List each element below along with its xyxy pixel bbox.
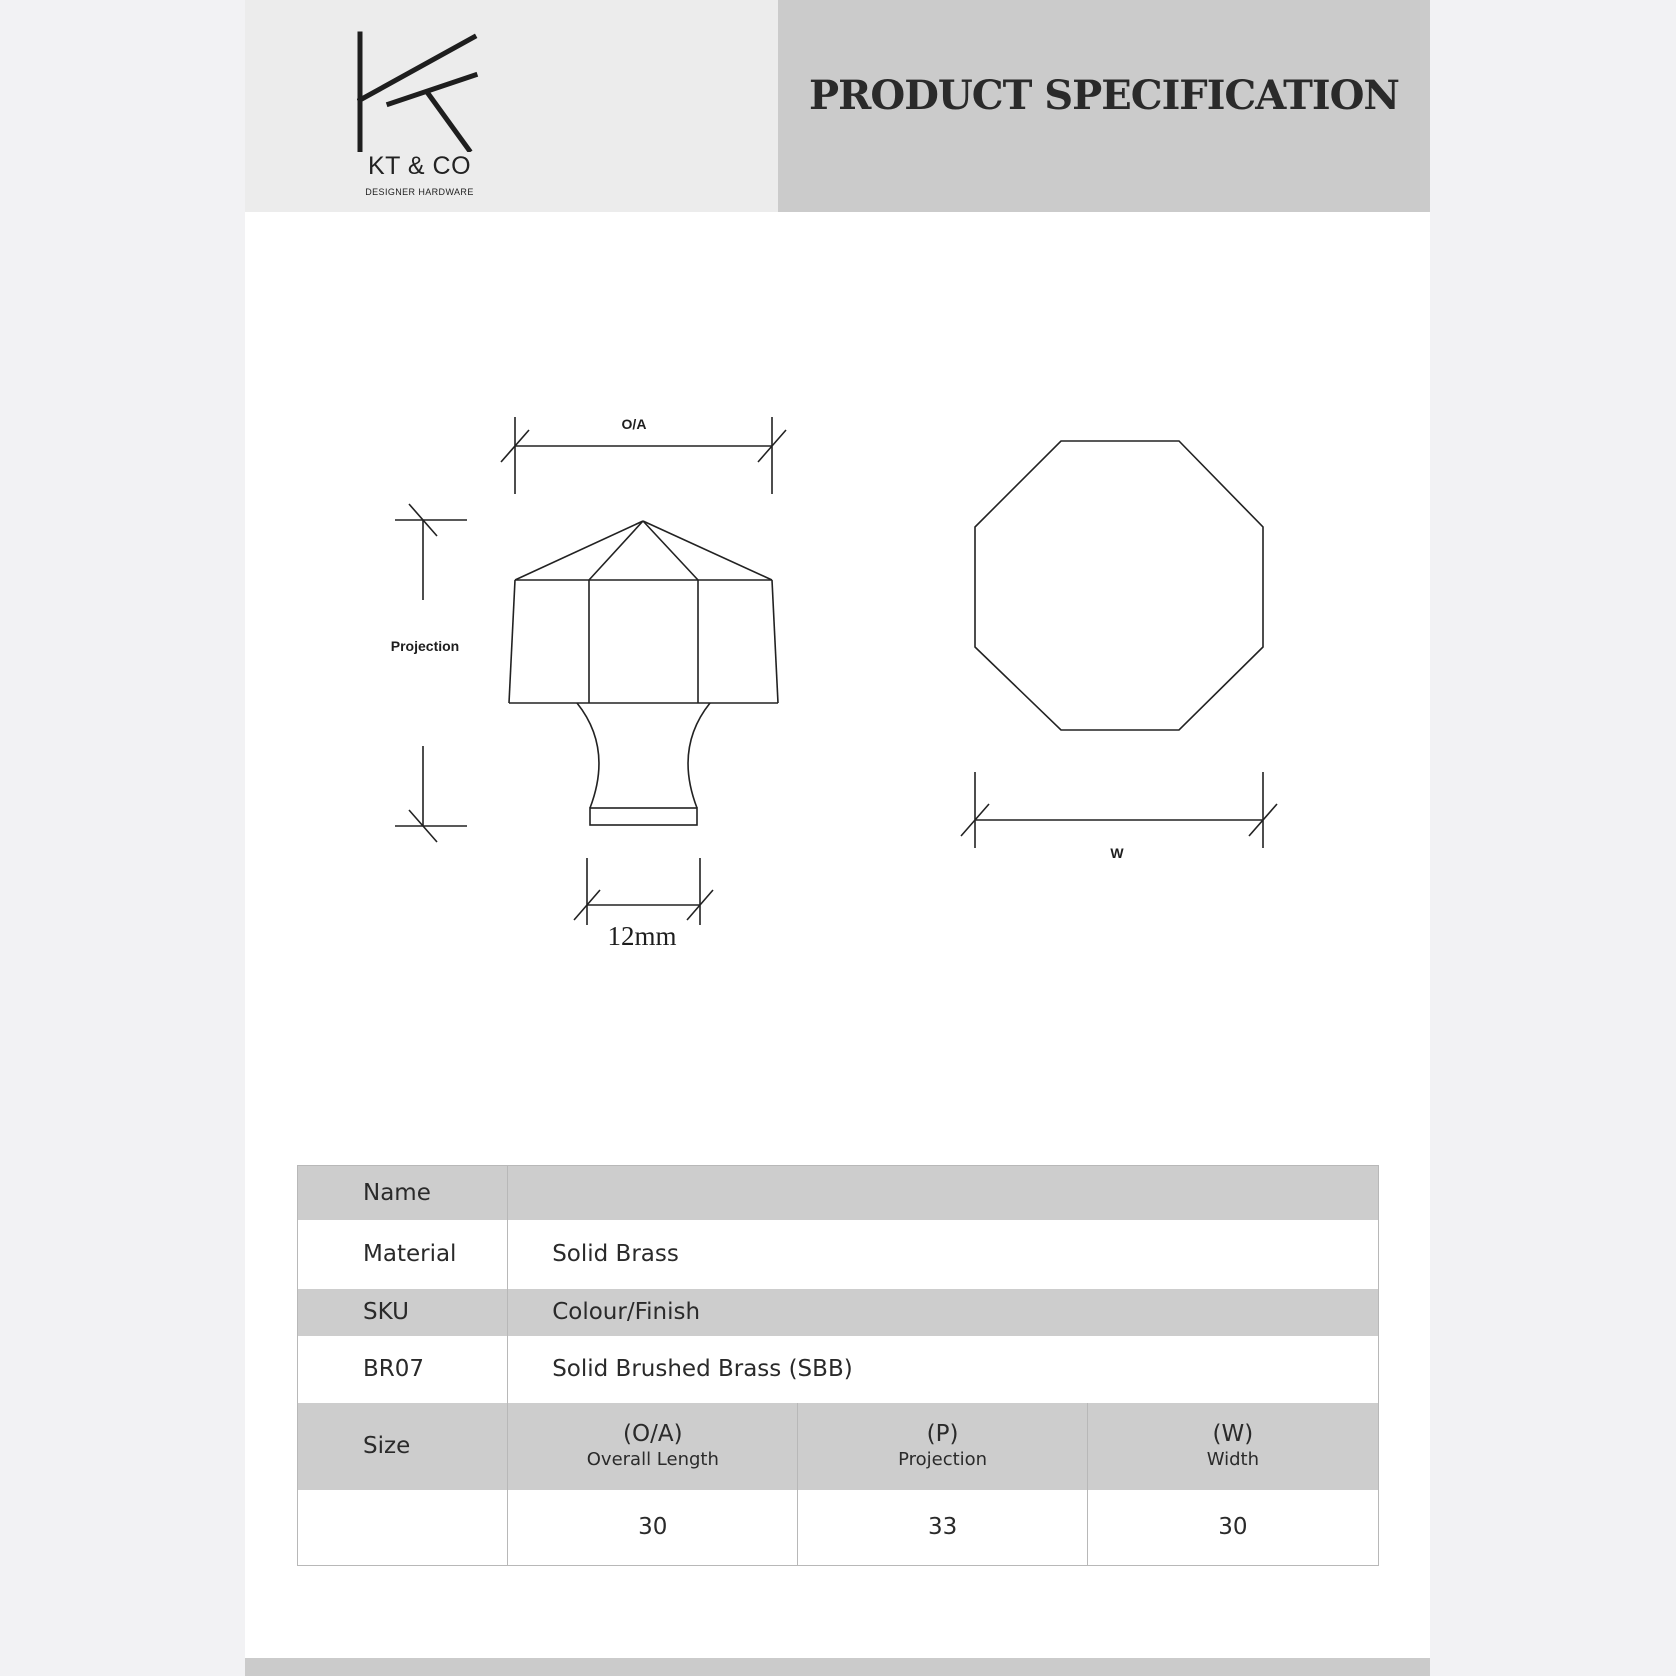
- size-code: (O/A): [623, 1421, 683, 1448]
- table-row-sku: [298, 1289, 1379, 1336]
- size-col-width: [1087, 1403, 1378, 1490]
- finish-value: Solid Brushed Brass (SBB): [508, 1336, 1379, 1403]
- technical-drawing: [245, 0, 1430, 1000]
- brand-name: KT & CO: [367, 152, 472, 180]
- brand-tagline: DESIGNER HARDWARE: [365, 187, 474, 197]
- material-label: Material: [298, 1220, 508, 1289]
- finish-label: Colour/Finish: [508, 1289, 1379, 1336]
- width-dimension: [961, 772, 1277, 848]
- projection-dimension: [395, 504, 467, 842]
- sku-label: SKU: [298, 1289, 508, 1336]
- spec-table: [297, 1165, 1379, 1566]
- table-row-material: [298, 1220, 1379, 1289]
- name-value: [508, 1166, 1379, 1220]
- label-overall-length: O/A: [621, 416, 647, 432]
- overall-length-value: 30: [508, 1490, 798, 1566]
- size-name: Width: [1206, 1449, 1259, 1471]
- spec-sheet: [245, 0, 1430, 1676]
- knob-top-view: [975, 441, 1263, 730]
- page-title: PRODUCT SPECIFICATION: [809, 72, 1399, 119]
- name-label: Name: [298, 1166, 508, 1220]
- size-name: Projection: [898, 1449, 988, 1471]
- material-value: Solid Brass: [508, 1220, 1379, 1289]
- size-name: Overall Length: [586, 1449, 719, 1471]
- size-code: (W): [1212, 1421, 1254, 1448]
- label-width: W: [1110, 845, 1124, 861]
- label-base-width: 12mm: [607, 921, 677, 951]
- size-code: (P): [926, 1421, 959, 1448]
- label-projection: Projection: [390, 638, 460, 654]
- size-label: Size: [298, 1403, 508, 1490]
- size-col-overall-length: [508, 1403, 798, 1490]
- size-col-projection: [798, 1403, 1087, 1490]
- table-row-size-header: [298, 1403, 1379, 1490]
- footer-band: [245, 1658, 1430, 1676]
- table-row-sku-value: [298, 1336, 1379, 1403]
- sku-value: BR07: [298, 1336, 508, 1403]
- size-values-blank: [298, 1490, 508, 1566]
- base-dimension: [574, 858, 713, 925]
- width-value: 30: [1087, 1490, 1378, 1566]
- projection-value: 33: [798, 1490, 1087, 1566]
- table-row-size-values: [298, 1490, 1379, 1566]
- knob-side-view: [509, 521, 778, 825]
- table-row-name: [298, 1166, 1379, 1220]
